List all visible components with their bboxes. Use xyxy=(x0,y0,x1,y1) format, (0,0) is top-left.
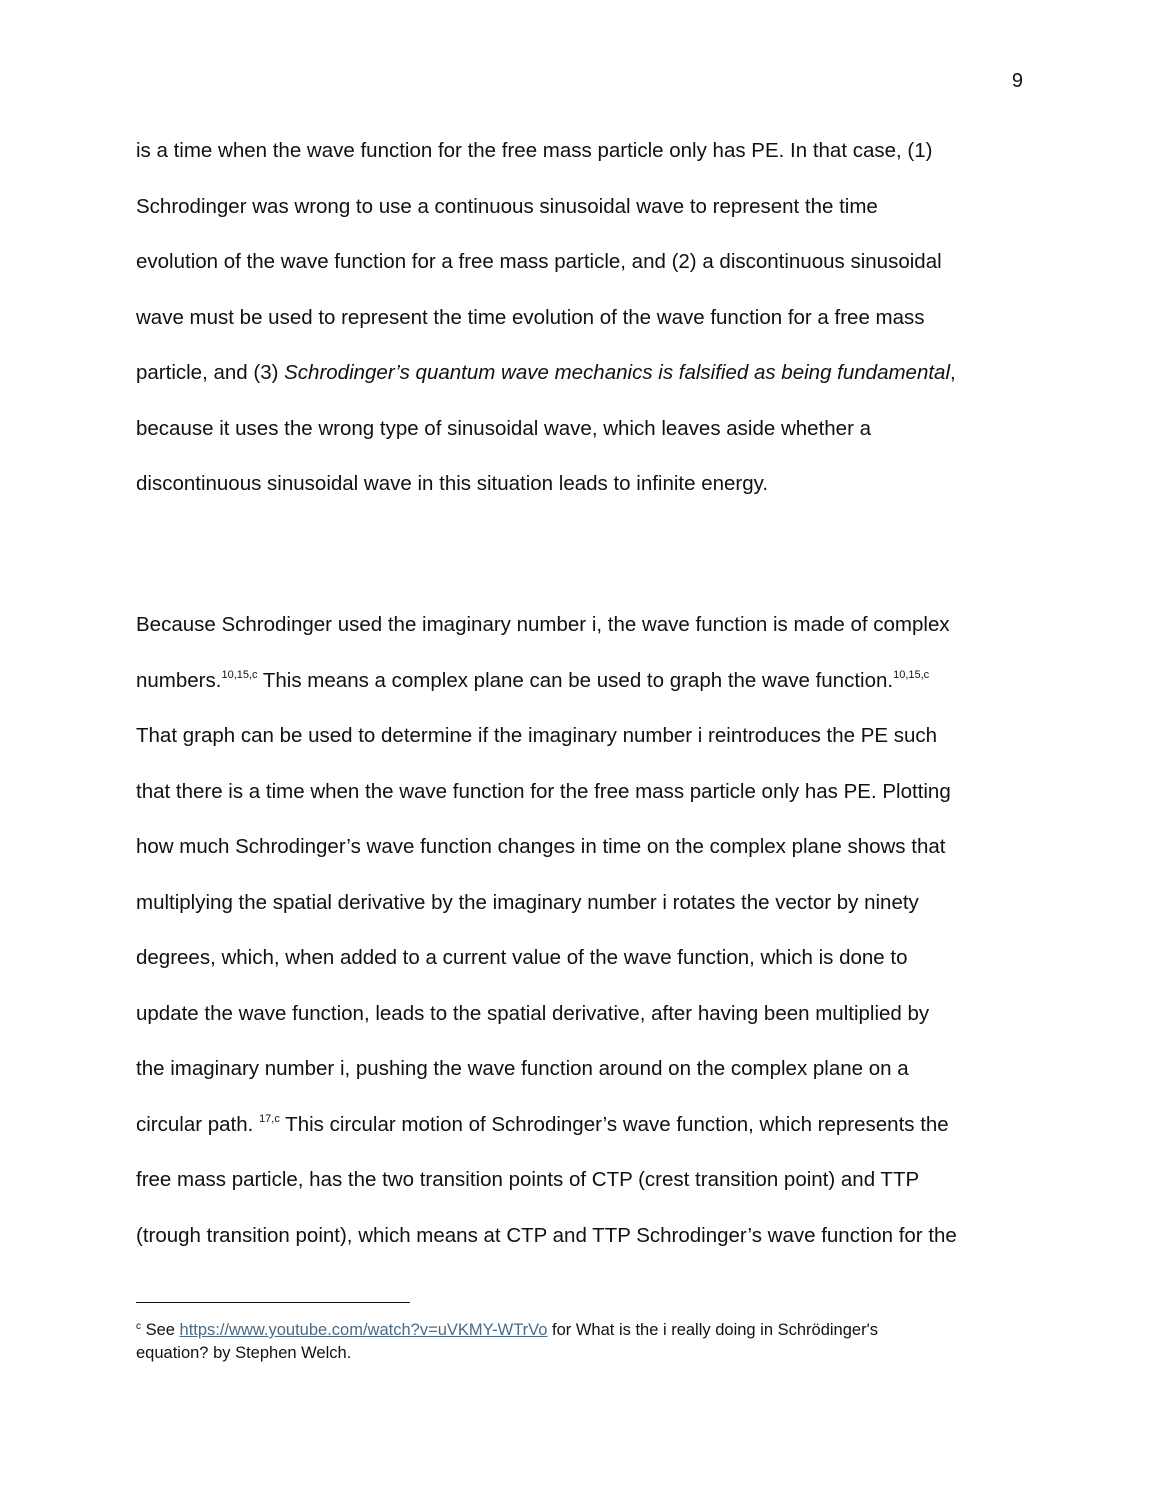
paragraph-1 xyxy=(136,123,1036,512)
paragraph-1-line-3: evolution of the wave function for a free mass particle, and (2) a discontinuous sinusoidal xyxy=(136,250,942,273)
paragraph-2-line-4: that there is a time when the wave function for the free mass particle only has PE. Plotting xyxy=(136,779,951,803)
footnote-line-1 xyxy=(136,1319,1036,1342)
paragraph-1-line-5 xyxy=(136,345,1036,401)
paragraph-1-line-7: discontinuous sinusoidal wave in this situation leads to infinite energy. xyxy=(136,472,769,495)
paragraph-2-line-6: multiplying the spatial derivative by the imaginary number i rotates the vector by ninety xyxy=(136,890,919,914)
footnote-marker: c xyxy=(136,1321,141,1332)
paragraph-2-line-1: Because Schrodinger used the imaginary number i, the wave function is made of complex xyxy=(136,613,950,636)
paragraph-2-line-9: the imaginary number i, pushing the wave function around on the complex plane on a xyxy=(136,1057,909,1080)
paragraph-2-line-8: update the wave function, leads to the spatial derivative, after having been multiplied by xyxy=(136,1001,930,1025)
page-number: 9 xyxy=(1011,70,1023,92)
paragraph-2-line-2 xyxy=(136,653,1036,709)
paragraph-2-line-5: how much Schrodinger’s wave function changes in time on the complex plane shows that xyxy=(136,835,946,858)
footnote-line-2: equation? by Stephen Welch. xyxy=(136,1344,352,1362)
footnote-divider xyxy=(136,1302,410,1303)
citation-superscript: 17,c xyxy=(259,1112,280,1125)
paragraph-2-line-12: (trough transition point), which means at CTP and TTP Schrodinger’s wave function for the xyxy=(136,1223,957,1247)
paragraph-2-line-3: That graph can be used to determine if the imaginary number i reintroduces the PE such xyxy=(136,724,938,747)
citation-superscript: 10,15,c xyxy=(221,668,258,681)
italic-claim: Schrodinger’s quantum wave mechanics is falsified as being fundamental xyxy=(284,361,950,384)
citation-superscript: 10,15,c xyxy=(893,668,930,681)
text-run: , xyxy=(950,361,956,384)
paragraph-1-line-1: is a time when the wave function for the free mass particle only has PE. In that case, (1) xyxy=(136,139,933,162)
paragraph-2-line-7: degrees, which, when added to a current value of the wave function, which is done to xyxy=(136,946,908,969)
footnote xyxy=(136,1319,1036,1365)
footnote-prefix: See xyxy=(141,1321,180,1339)
paragraph-2 xyxy=(136,597,1036,1263)
paragraph-2-line-11: free mass particle, has the two transition points of CTP (crest transition point) and TTP xyxy=(136,1168,920,1191)
paragraph-1-line-4: wave must be used to represent the time evolution of the wave function for a free mass xyxy=(136,305,925,329)
text-run: numbers. xyxy=(136,668,222,692)
footnote-suffix: for What is the i really doing in Schrödinger's xyxy=(547,1321,878,1339)
text-run: This means a complex plane can be used to graph the wave function. xyxy=(257,668,894,692)
text-run: This circular motion of Schrodinger’s wave function, which represents the xyxy=(279,1112,949,1136)
text-run: circular path. xyxy=(136,1112,260,1136)
paragraph-2-line-10 xyxy=(136,1097,1036,1153)
youtube-link[interactable]: https://www.youtube.com/watch?v=uVKMY-WTrVo xyxy=(179,1321,548,1339)
paragraph-1-line-2: Schrodinger was wrong to use a continuous sinusoidal wave to represent the time xyxy=(136,194,878,218)
text-run: particle, and (3) xyxy=(136,361,285,384)
paragraph-1-line-6: because it uses the wrong type of sinusoidal wave, which leaves aside whether a xyxy=(136,416,872,440)
